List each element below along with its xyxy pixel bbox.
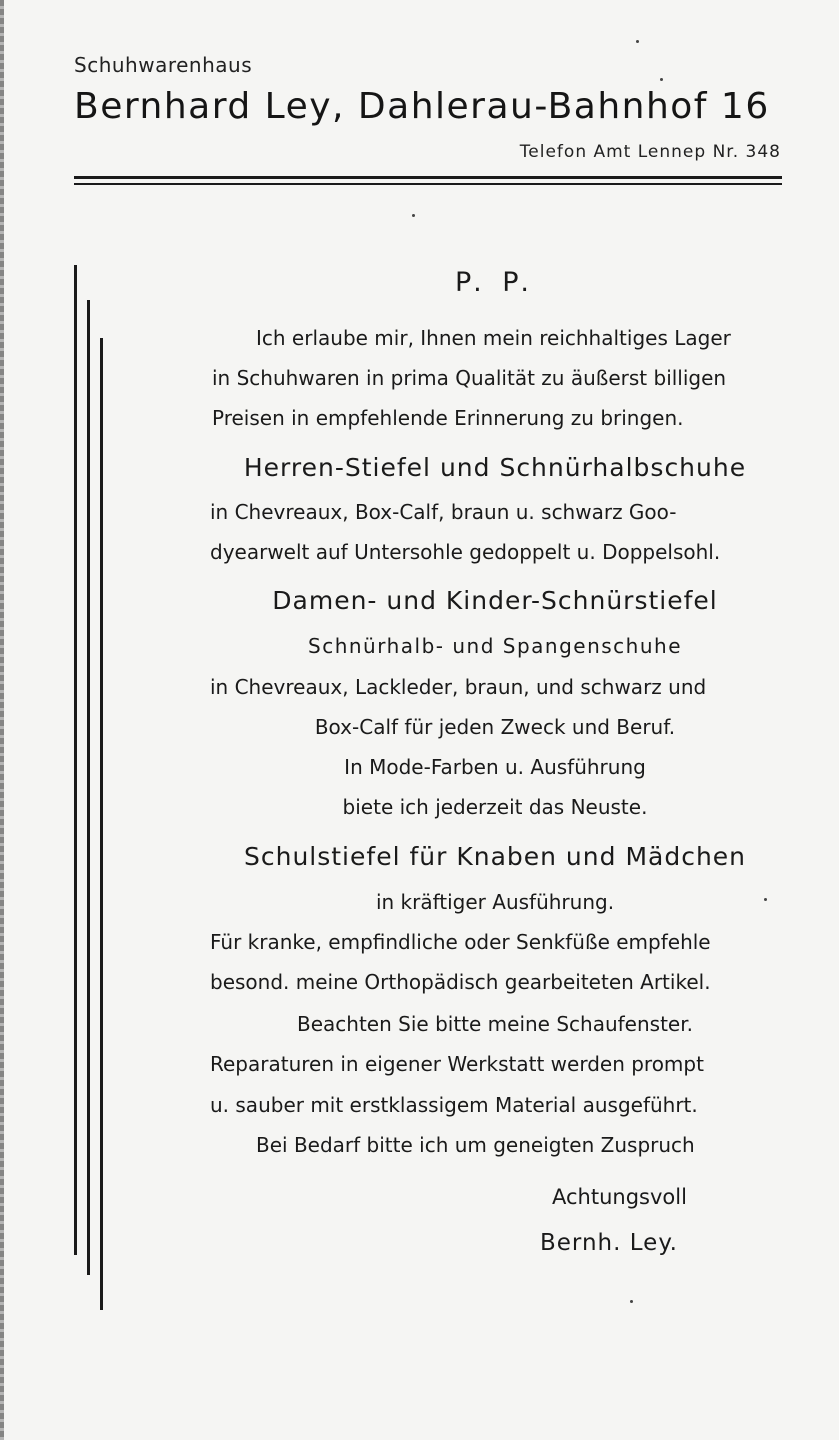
body-line: In Mode-Farben u. Ausführung: [344, 755, 646, 779]
speck: [412, 214, 415, 217]
heading-herren: Herren-Stiefel und Schnürhalbschuhe: [243, 453, 747, 482]
closing: Achtungsvoll: [552, 1185, 687, 1209]
margin-line-1: [74, 265, 77, 1255]
signature: Bernh. Ley.: [540, 1230, 678, 1256]
margin-line-3: [100, 338, 103, 1310]
body-line: biete ich jederzeit das Neuste.: [342, 795, 648, 819]
body-line: Beachten Sie bitte meine Schaufenster.: [297, 1012, 693, 1036]
body-line: Bei Bedarf bitte ich um geneigten Zuspruch: [256, 1133, 695, 1157]
body-line: in kräftiger Ausführung.: [375, 890, 615, 914]
scan-edge: [0, 0, 4, 1440]
body-line: Für kranke, empfindliche oder Senkfüße empfehle: [210, 930, 711, 954]
body-line: Ich erlaube mir, Ihnen mein reichhaltiges Lager: [256, 326, 731, 350]
salutation: P. P.: [455, 267, 535, 298]
shop-name: Bernhard Ley, Dahlerau-Bahnhof 16: [74, 86, 770, 127]
subheading-schnuerhalb: Schnürhalb- und Spangenschuhe: [308, 634, 682, 658]
header-rule-thick: [74, 176, 782, 179]
body-line: dyearwelt auf Untersohle gedoppelt u. Doppelsohl.: [210, 540, 721, 564]
speck: [636, 40, 639, 43]
heading-damen: Damen- und Kinder-Schnürstiefel: [272, 586, 718, 615]
heading-schulstiefel: Schulstiefel für Knaben und Mädchen: [243, 842, 747, 871]
body-line: Preisen in empfehlende Erinnerung zu bringen.: [212, 406, 684, 430]
speck: [660, 78, 663, 81]
speck: [764, 898, 767, 901]
telefon-number: Telefon Amt Lennep Nr. 348: [519, 142, 781, 162]
speck: [630, 1300, 633, 1303]
margin-line-2: [87, 300, 90, 1275]
body-line: u. sauber mit erstklassigem Material ausgeführt.: [210, 1093, 698, 1117]
body-line: in Chevreaux, Lackleder, braun, und schwarz und: [210, 675, 707, 699]
body-line: in Chevreaux, Box-Calf, braun u. schwarz Goo-: [210, 500, 677, 524]
body-line: Box-Calf für jeden Zweck und Beruf.: [314, 715, 676, 739]
body-line: Reparaturen in eigener Werkstatt werden prompt: [210, 1052, 704, 1076]
header-rule-thin: [74, 183, 782, 185]
body-line: in Schuhwaren in prima Qualität zu äußerst billigen: [212, 366, 727, 390]
shop-label: Schuhwarenhaus: [74, 53, 253, 77]
body-line: besond. meine Orthopädisch gearbeiteten Artikel.: [210, 970, 711, 994]
